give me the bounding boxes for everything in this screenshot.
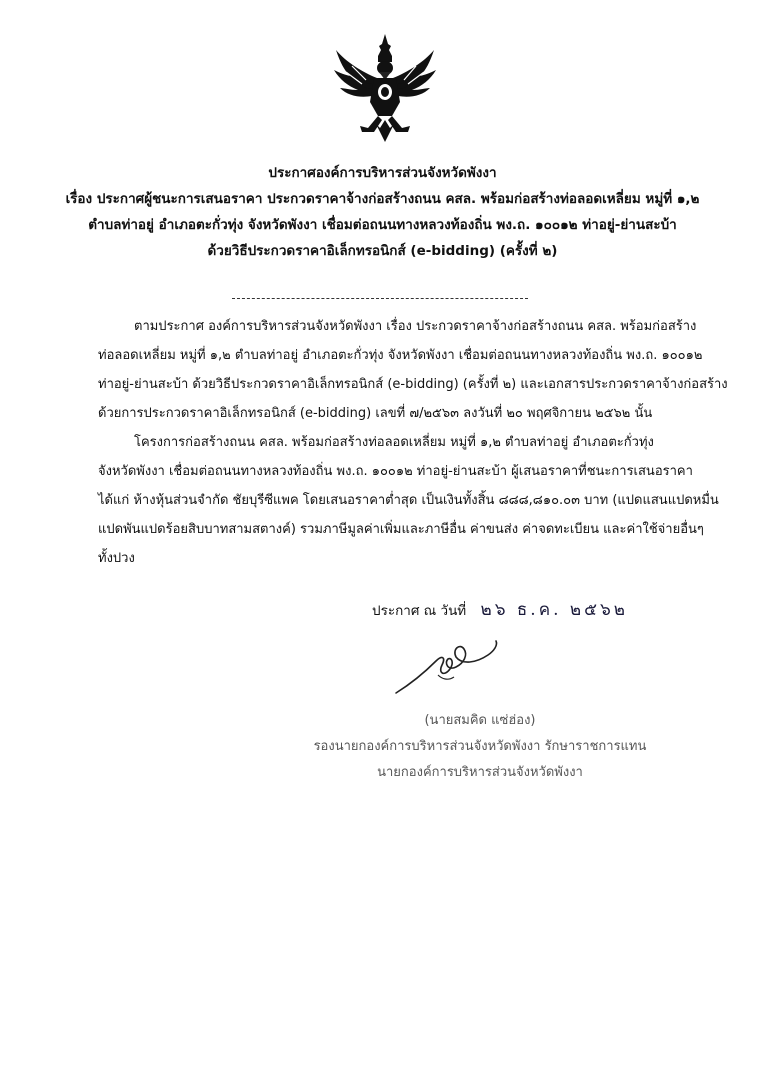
paragraph-line: ได้แก่ ห้างหุ้นส่วนจำกัด ชัยบุรีซีแพค โดยเสนอราคาต่ำสุด เป็นเงินทั้งสิ้น ๘๘๘,๘๑๐.๐๓ บาท (แปดแสนแปดหมื่น	[98, 493, 719, 508]
paragraph-line: ทั้งปวง	[98, 551, 135, 566]
signatory-name: (นายสมคิด แซ่ฮ่อง)	[424, 713, 536, 728]
paragraph-line: ท่อลอดเหลี่ยม หมู่ที่ ๑,๒ ตำบลท่าอยู่ อำเภอตะกั่วทุ่ง จังหวัดพังงา เชื่อมต่อถนนทางหลวงท้องถิ่น พง.ถ. ๑๐๐๑๒	[98, 348, 703, 363]
signature-icon	[392, 635, 502, 697]
paragraph-line: แปดพันแปดร้อยสิบบาทสามสตางค์) รวมภาษีมูลค่าเพิ่มและภาษีอื่น ค่าขนส่ง ค่าจดทะเบียน และค่าใช้จ่ายอื่นๆ	[98, 522, 704, 537]
paragraph-line: โครงการก่อสร้างถนน คสล. พร้อมก่อสร้างท่อลอดเหลี่ยม หมู่ที่ ๑,๒ ตำบลท่าอยู่ อำเภอตะกั่วทุ่ง	[134, 435, 654, 450]
paragraph-line: จังหวัดพังงา เชื่อมต่อถนนทางหลวงท้องถิ่น พง.ถ. ๑๐๐๑๒ ท่าอยู่-ย่านสะบ้า ผู้เสนอราคาที่ชนะการเสนอราคา	[98, 464, 693, 479]
subject-line-2: ตำบลท่าอยู่ อำเภอตะกั่วทุ่ง จังหวัดพังงา เชื่อมต่อถนนทางหลวงท้องถิ่น พง.ถ. ๑๐๐๑๒ ท่าอยู่-ย่านสะบ้า	[88, 217, 677, 233]
handwritten-date: ๒๖ ธ.ค. ๒๕๖๒	[480, 600, 628, 620]
signatory-position-2: นายกองค์การบริหารส่วนจังหวัดพังงา	[377, 765, 583, 780]
paragraph-line: ท่าอยู่-ย่านสะบ้า ด้วยวิธีประกวดราคาอิเล็กทรอนิกส์ (e-bidding) (ครั้งที่ ๒) และเอกสารประกวดราคาจ้างก่อสร้าง	[98, 377, 728, 392]
paragraph-2	[98, 428, 719, 573]
document-heading	[0, 160, 765, 264]
dashed-divider	[232, 298, 528, 299]
subject-line-1: เรื่อง ประกาศผู้ชนะการเสนอราคา ประกวดราคาจ้างก่อสร้างถนน คสล. พร้อมก่อสร้างท่อลอดเหลี่ยม หมู่ที่ ๑,๒	[65, 191, 700, 207]
signatory-block	[290, 708, 670, 786]
paragraph-line: ด้วยการประกวดราคาอิเล็กทรอนิกส์ (e-bidding) เลขที่ ๗/๒๕๖๓ ลงวันที่ ๒๐ พฤศจิกายน ๒๕๖๒ นั้น	[98, 406, 653, 421]
announcement-date-label: ประกาศ ณ วันที่	[372, 603, 467, 619]
org-title: ประกาศองค์การบริหารส่วนจังหวัดพังงา	[268, 165, 497, 181]
paragraph-line: ตามประกาศ องค์การบริหารส่วนจังหวัดพังงา เรื่อง ประกวดราคาจ้างก่อสร้างถนน คสล. พร้อมก่อสร้าง	[134, 319, 697, 334]
signatory-position-1: รองนายกองค์การบริหารส่วนจังหวัดพังงา รักษาราชการแทน	[313, 739, 647, 754]
announcement-date-row	[372, 596, 628, 623]
paragraph-1	[98, 312, 728, 428]
subject-line-3: ด้วยวิธีประกวดราคาอิเล็กทรอนิกส์ (e-bidding) (ครั้งที่ ๒)	[207, 243, 558, 259]
garuda-emblem-icon	[332, 32, 438, 144]
